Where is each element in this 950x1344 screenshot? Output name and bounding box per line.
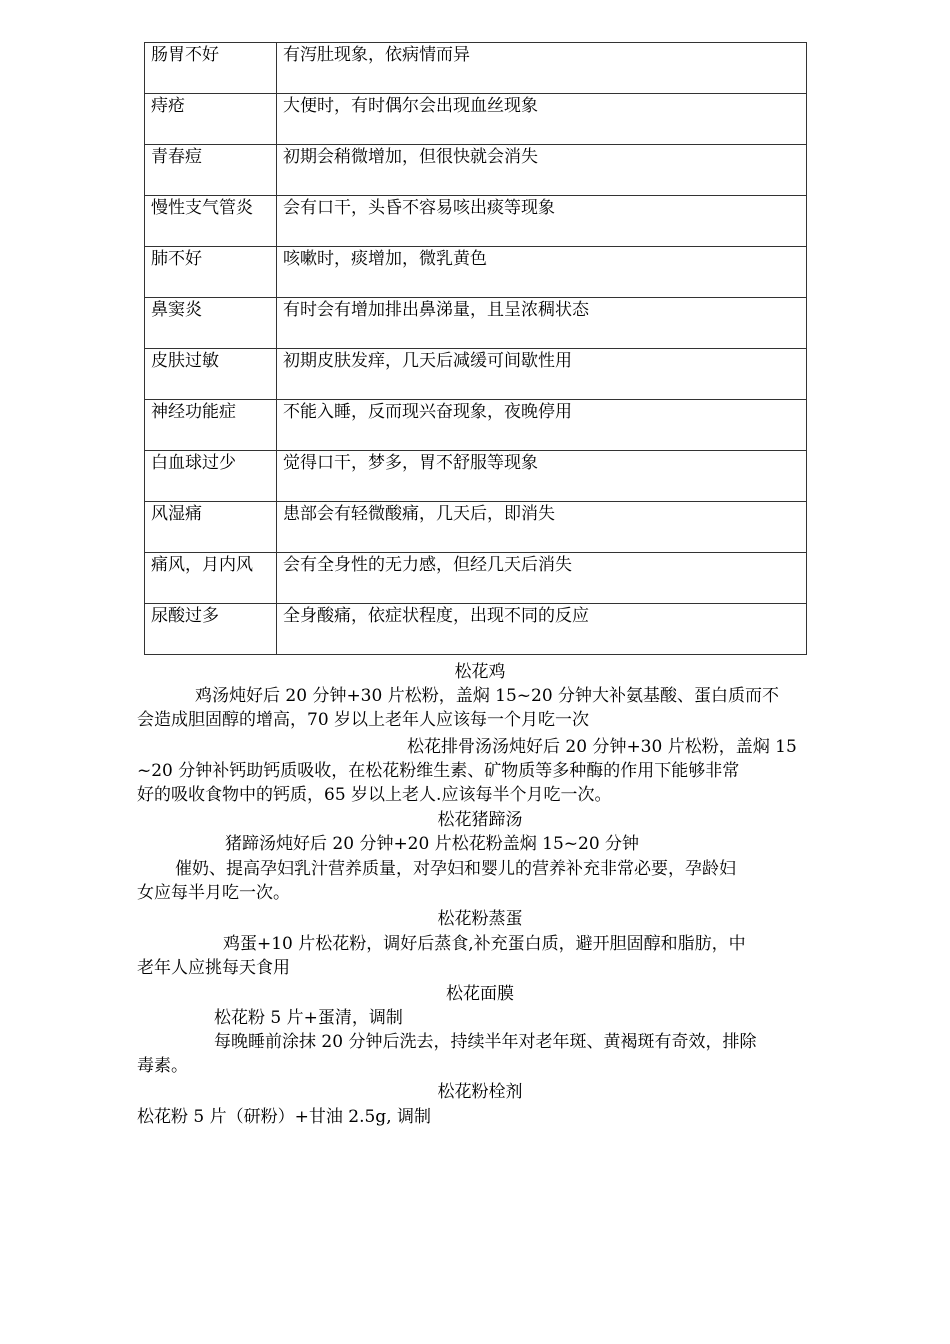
table-row	[145, 349, 807, 400]
reaction-cell: 有时会有增加排出鼻涕量，且呈浓稠状态	[277, 298, 807, 349]
reaction-cell: 初期皮肤发痒，几天后减缓可间歇性用	[277, 349, 807, 400]
table-body	[145, 43, 807, 655]
reaction-cell: 咳嗽时，痰增加，微乳黄色	[277, 247, 807, 298]
reaction-cell: 患部会有轻微酸痛，几天后，即消失	[277, 502, 807, 553]
table-row	[145, 247, 807, 298]
condition-cell: 痔疮	[145, 94, 277, 145]
recipe-text: 催奶、提高孕妇乳汁营养质量，对孕妇和婴儿的营养补充非常必要，孕龄妇	[175, 859, 736, 879]
table-row	[145, 502, 807, 553]
condition-cell: 肺不好	[145, 247, 277, 298]
recipe-text: 女应每半月吃一次。	[137, 883, 290, 903]
reaction-cell: 有泻肚现象，依病情而异	[277, 43, 807, 94]
recipe-text: 松花排骨汤汤炖好后 20 分钟+30 片松粉，盖焖 15	[407, 737, 797, 757]
recipe-text: 松花粉 5 片+蛋清，调制	[214, 1008, 403, 1028]
table-row	[145, 553, 807, 604]
table-row	[145, 451, 807, 502]
reaction-cell: 会有口干，头昏不容易咳出痰等现象	[277, 196, 807, 247]
table-row	[145, 196, 807, 247]
condition-cell: 青春痘	[145, 145, 277, 196]
reaction-cell: 觉得口干，梦多，胃不舒服等现象	[277, 451, 807, 502]
condition-cell: 尿酸过多	[145, 604, 277, 655]
symptom-reaction-table	[144, 42, 807, 655]
recipe-title-mask: 松花面膜	[446, 984, 514, 1004]
condition-cell: 痛风，月内风	[145, 553, 277, 604]
recipe-text: 鸡汤炖好后 20 分钟+30 片松粉，盖焖 15~20 分钟大补氨基酸、蛋白质而不	[195, 686, 780, 706]
recipe-text: ~20 分钟补钙助钙质吸收，在松花粉维生素、矿物质等多种酶的作用下能够非常	[137, 761, 740, 781]
recipe-title-chicken: 松花鸡	[454, 662, 506, 682]
condition-cell: 白血球过少	[145, 451, 277, 502]
table-row	[145, 604, 807, 655]
recipe-text: 好的吸收食物中的钙质，65 岁以上老人.应该每半个月吃一次。	[137, 785, 612, 805]
condition-cell: 肠胃不好	[145, 43, 277, 94]
recipe-text: 老年人应挑每天食用	[137, 958, 290, 978]
reaction-cell: 会有全身性的无力感，但经几天后消失	[277, 553, 807, 604]
recipe-text: 鸡蛋+10 片松花粉，调好后蒸食,补充蛋白质，避开胆固醇和脂肪，中	[223, 934, 746, 954]
condition-cell: 皮肤过敏	[145, 349, 277, 400]
table-row	[145, 43, 807, 94]
condition-cell: 慢性支气管炎	[145, 196, 277, 247]
condition-cell: 鼻窦炎	[145, 298, 277, 349]
table-row	[145, 400, 807, 451]
recipe-title-egg: 松花粉蒸蛋	[437, 909, 523, 929]
condition-cell: 风湿痛	[145, 502, 277, 553]
recipe-text: 会造成胆固醇的增高，70 岁以上老年人应该每一个月吃一次	[137, 710, 590, 730]
reaction-cell: 大便时，有时偶尔会出现血丝现象	[277, 94, 807, 145]
reaction-cell: 初期会稍微增加，但很快就会消失	[277, 145, 807, 196]
table-row	[145, 145, 807, 196]
reaction-cell: 不能入睡，反而现兴奋现象，夜晚停用	[277, 400, 807, 451]
recipe-text: 猪蹄汤炖好后 20 分钟+20 片松花粉盖焖 15~20 分钟	[225, 834, 640, 854]
table-row	[145, 94, 807, 145]
condition-cell: 神经功能症	[145, 400, 277, 451]
recipe-text: 松花粉 5 片（研粉）+甘油 2.5g, 调制	[137, 1107, 431, 1127]
reaction-cell: 全身酸痛，依症状程度，出现不同的反应	[277, 604, 807, 655]
recipe-title-trotter: 松花猪蹄汤	[437, 810, 523, 830]
recipe-text: 每晚睡前涂抹 20 分钟后洗去，持续半年对老年斑、黄褐斑有奇效，排除	[214, 1032, 757, 1052]
recipe-text: 毒素。	[137, 1056, 188, 1076]
table-row	[145, 298, 807, 349]
recipe-title-suppository: 松花粉栓剂	[437, 1082, 523, 1102]
